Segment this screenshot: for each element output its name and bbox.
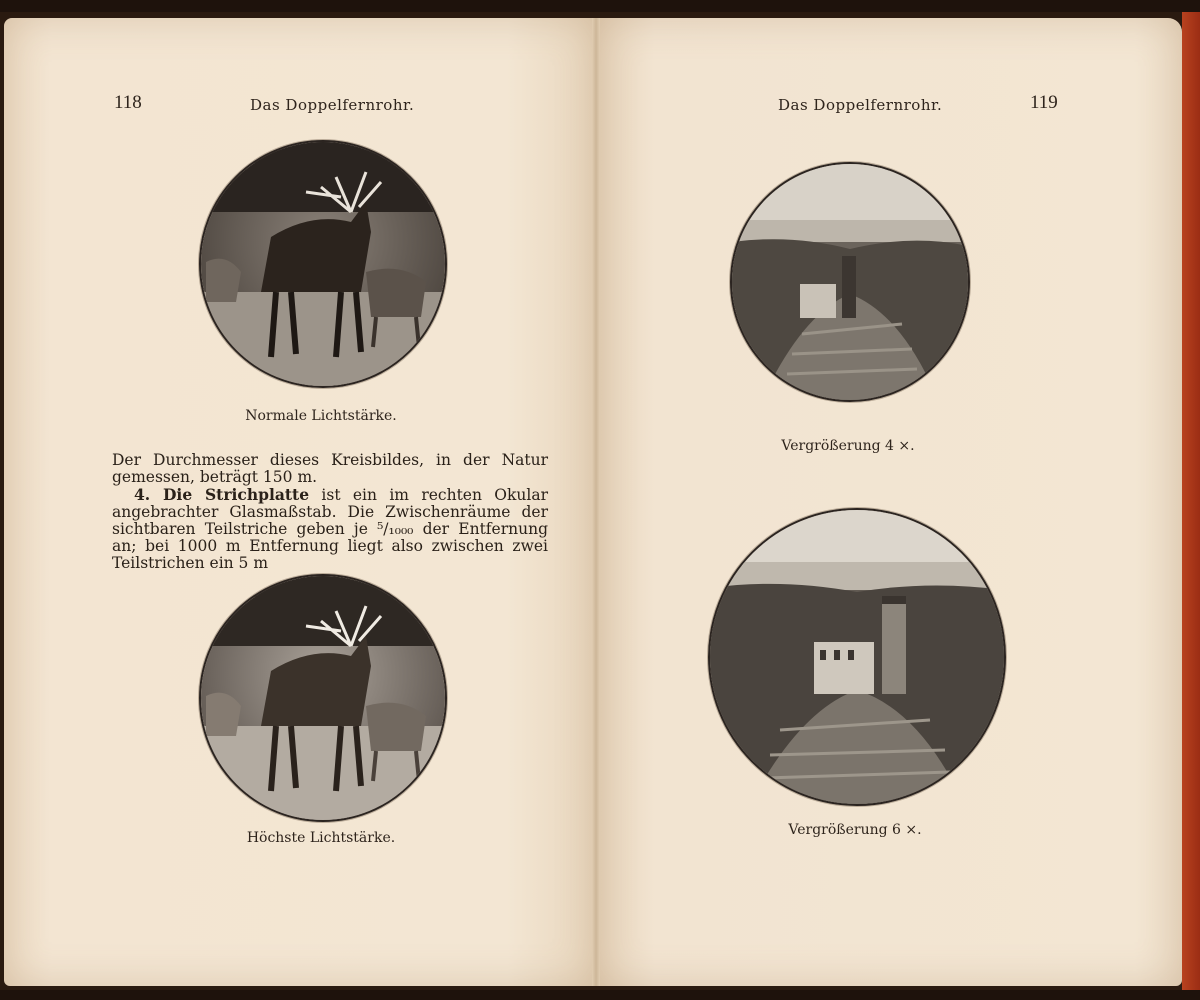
left-bottom-caption: Höchste Lichtstärke. xyxy=(246,830,396,846)
book-spread xyxy=(0,12,1200,990)
right-page-number: 119 xyxy=(1030,92,1058,113)
stag-illustration-bright xyxy=(201,576,445,820)
reticle-heading: 4. Die Strichplatte xyxy=(134,485,310,504)
paragraph-diameter: Der Durchmesser dieses Kreisbildes, in der Natur gemessen, beträgt 150 m. xyxy=(112,451,548,486)
right-top-caption: Vergrößerung 4 ×. xyxy=(781,438,915,454)
left-body-text xyxy=(112,452,548,572)
book-gutter xyxy=(592,18,600,986)
castle-photo-4x xyxy=(730,162,970,402)
right-bottom-caption: Vergrößerung 6 ×. xyxy=(788,822,922,838)
right-page xyxy=(596,18,1182,986)
book-cover-edge xyxy=(1182,12,1200,990)
left-running-head: Das Doppelfernrohr. xyxy=(250,96,415,114)
left-top-caption: Normale Lichtstärke. xyxy=(245,408,397,424)
castle-illustration-small xyxy=(732,164,968,400)
paragraph-reticle xyxy=(112,486,548,572)
stag-photo-normal xyxy=(199,140,447,388)
left-page-number: 118 xyxy=(114,92,142,113)
castle-photo-6x xyxy=(708,508,1006,806)
reticle-text: ist ein im rechten Okular angebrachter Glasmaßstab. Die Zwischenräume der sichtbaren Teilstriche geben je ⁵/₁₀₀₀ der Entfernung an; bei 1000 m Entfernung liegt also zwischen zwei Teilstrichen ein 5 m xyxy=(112,486,548,572)
stag-photo-highest xyxy=(199,574,447,822)
stag-illustration xyxy=(201,142,445,386)
right-running-head: Das Doppelfernrohr. xyxy=(778,96,943,114)
castle-illustration-large xyxy=(710,510,1004,804)
